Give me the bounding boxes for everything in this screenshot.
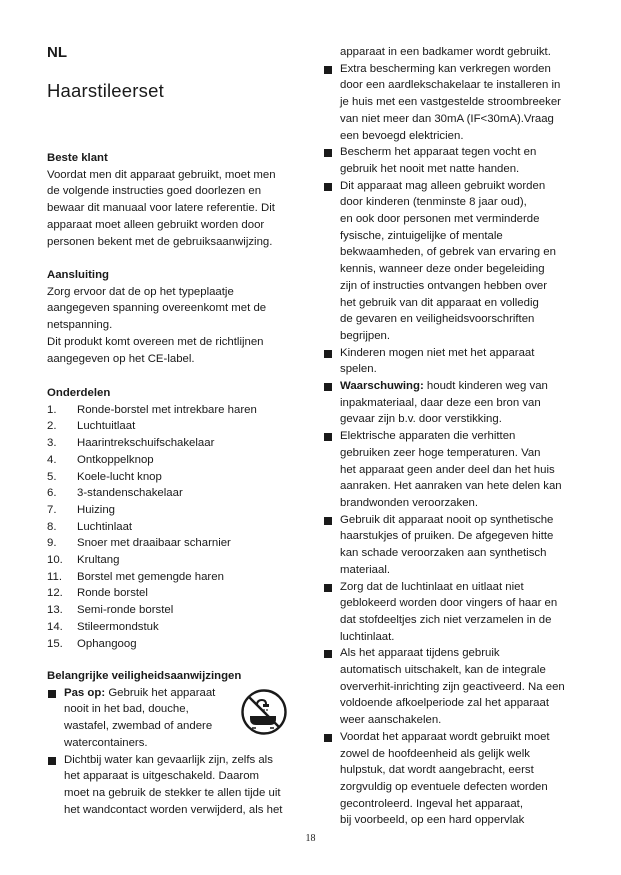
parts-list <box>47 402 297 653</box>
bullet-square-icon <box>323 345 340 378</box>
item-number: 12. <box>47 587 63 600</box>
item-number: 10. <box>47 554 63 567</box>
item-number: 8. <box>47 520 57 533</box>
list-item <box>47 535 297 552</box>
item-number: 6. <box>47 487 57 500</box>
safety-bullet <box>323 61 578 145</box>
bullet-square-icon <box>323 61 340 145</box>
safety-bullet <box>323 729 578 829</box>
list-item <box>47 552 297 569</box>
list-item <box>47 502 297 519</box>
item-number: 7. <box>47 503 57 516</box>
item-label: Haarintrekschuifschakelaar <box>77 437 215 450</box>
safety-bullet <box>323 144 578 177</box>
item-label: Luchtuitlaat <box>77 420 136 433</box>
continuation-text: apparaat in een badkamer wordt gebruikt. <box>340 46 551 58</box>
parts-section <box>47 385 297 652</box>
safety-bullet <box>323 579 578 646</box>
list-item <box>47 569 297 586</box>
list-item <box>47 452 297 469</box>
bullet-text: Gebruik dit apparaat nooit op synthetische haarstukjes of pruiken. De afgegeven hitte kan schade veroorzaken aan synthetisch materiaal. <box>340 513 554 576</box>
item-number: 2. <box>47 420 57 433</box>
item-label: Ronde borstel <box>77 587 148 600</box>
connection-section <box>47 267 297 367</box>
item-number: 14. <box>47 620 63 633</box>
connection-heading: Aansluiting <box>47 269 110 281</box>
bullet-square-icon <box>323 729 340 829</box>
item-label: Ontkoppelknop <box>77 453 154 466</box>
list-item <box>47 469 297 486</box>
bullet-text: Kinderen mogen niet met het apparaat spelen. <box>340 346 535 376</box>
item-number: 3. <box>47 437 57 450</box>
bullet-bold: Waarschuwing: <box>340 380 424 393</box>
bullet-square-icon <box>323 645 340 729</box>
list-item <box>47 619 297 636</box>
bullet-text: houdt kinderen weg van inpakmateriaal, daar deze een bron van gevaar zijn b.v. door verstikking. <box>340 380 548 426</box>
safety-bullet <box>47 752 297 819</box>
item-number: 1. <box>47 403 57 416</box>
bullet-square-icon <box>323 428 340 512</box>
item-label: Borstel met gemengde haren <box>77 570 224 583</box>
greeting-text: Voordat men dit apparaat gebruikt, moet men de volgende instructies goed doorlezen en bewaar dit manuaal voor latere referentie. Dit apparaat moet alleen gebruikt worden door personen bekent met de gebruiksaanwijzing. <box>47 168 276 248</box>
safety-heading: Belangrijke veiligheidsaanwijzingen <box>47 670 242 682</box>
page-number: 18 <box>305 833 316 844</box>
bullet-square-icon <box>47 685 64 752</box>
item-label: Ronde-borstel met intrekbare haren <box>77 403 257 416</box>
list-item <box>47 602 297 619</box>
bullet-text: Extra bescherming kan verkregen worden door een aardlekschakelaar te installeren in je huis met een vastgestelde stroombreeker van niet meer dan 30mA (IF<30mA).Vraag een bevoegd elektricien. <box>340 62 561 142</box>
item-label: Luchtinlaat <box>77 520 133 533</box>
bullet-square-icon <box>323 178 340 345</box>
bullet-text: Zorg dat de luchtinlaat en uitlaat niet geblokeerd worden door vingers of haar en dat stofdeeltjes zich niet verzamelen in de luchtinlaat. <box>340 580 558 643</box>
list-item <box>47 485 297 502</box>
item-label: Stileermondstuk <box>77 620 159 633</box>
bullet-bold: Pas op: <box>64 686 106 699</box>
safety-bullet <box>323 178 578 345</box>
bullet-text: Voordat het apparaat wordt gebruikt moet zowel de hoofdeenheid als gelijk welk hulpstuk, dat wordt aangebracht, eerst zorgvuldig op eventuele defecten worden gecontroleerd. Ingeval het apparaat, bij voorbeeld, op een hard oppervlak <box>340 730 550 827</box>
item-number: 5. <box>47 470 57 483</box>
safety-bullet <box>323 645 578 729</box>
bullet-square-icon <box>323 144 340 177</box>
item-number: 9. <box>47 537 57 550</box>
safety-bullet <box>323 512 578 579</box>
greeting-section <box>47 150 297 250</box>
safety-bullet <box>323 378 578 428</box>
list-item <box>47 636 297 653</box>
list-item <box>47 435 297 452</box>
parts-heading: Onderdelen <box>47 387 111 399</box>
item-label: Snoer met draaibaar scharnier <box>77 537 231 550</box>
no-bathing-prohibition-icon <box>240 688 288 736</box>
bullet-square-icon <box>323 512 340 579</box>
bullet-text: Gebruik het apparaat nooit in het bad, douche, wastafel, zwembad of andere watercontainers. <box>64 686 216 749</box>
safety-bullet <box>323 428 578 512</box>
item-number: 11. <box>47 570 62 583</box>
page-title: Haarstileerset <box>47 80 164 101</box>
bullet-text: Elektrische apparaten die verhitten gebruiken zeer hoge temperaturen. Van het apparaat geen ander deel dan het huis aanraken. Het aanraken van hete delen kan brandwonden veroorzaken. <box>340 430 562 509</box>
bullet-square-icon <box>323 378 340 428</box>
item-label: Huizing <box>77 503 115 516</box>
item-label: 3-standenschakelaar <box>77 487 183 500</box>
item-label: Koele-lucht knop <box>77 470 162 483</box>
lang-code: NL <box>47 44 67 61</box>
bullet-text: Bescherm het apparaat tegen vocht en gebruik het nooit met natte handen. <box>340 146 537 175</box>
list-item <box>47 418 297 435</box>
item-label: Krultang <box>77 554 120 567</box>
bullet-square-icon <box>323 579 340 646</box>
item-label: Semi-ronde borstel <box>77 604 174 617</box>
item-label: Ophangoog <box>77 637 137 650</box>
list-item <box>47 519 297 536</box>
item-number: 15. <box>47 637 63 650</box>
bullet-text: Dichtbij water kan gevaarlijk zijn, zelfs als het apparaat is uitgeschakeld. Daarom moet na gebruik de stekker te allen tijde uit het wandcontact worden verwijderd, als het <box>64 753 283 816</box>
item-number: 13. <box>47 604 63 617</box>
safety-section-right <box>323 44 578 829</box>
connection-text: Zorg ervoor dat de op het typeplaatje aangegeven spanning overeenkomt met de netspanning. Dit produkt komt overeen met de richtlijnen aangegeven op het CE-label. <box>47 285 267 365</box>
greeting-heading: Beste klant <box>47 152 108 164</box>
bullet-text: Dit apparaat mag alleen gebruikt worden door kinderen (tenminste 8 jaar oud), en ook door personen met verminderde fysische, zintuigelijke of mentale bekwaamheden, of gebrek van ervaring en kennis, wanneer deze onder begeleiding zijn of instructies ontvangen hebben over het gebruik van dit apparaat en volledig de gevaren en veiligheidsvoorschriften begrijpen. <box>340 179 556 342</box>
bullet-text: Als het apparaat tijdens gebruik automatisch uitschakelt, kan de integrale oververhit-inrichting zijn geactiveerd. Na een voldoende afkoelperiode zal het apparaat weer aanschakelen. <box>340 647 565 727</box>
list-item <box>47 402 297 419</box>
list-item <box>47 585 297 602</box>
safety-bullet <box>323 345 578 378</box>
item-number: 4. <box>47 453 57 466</box>
bullet-square-icon <box>47 752 64 819</box>
